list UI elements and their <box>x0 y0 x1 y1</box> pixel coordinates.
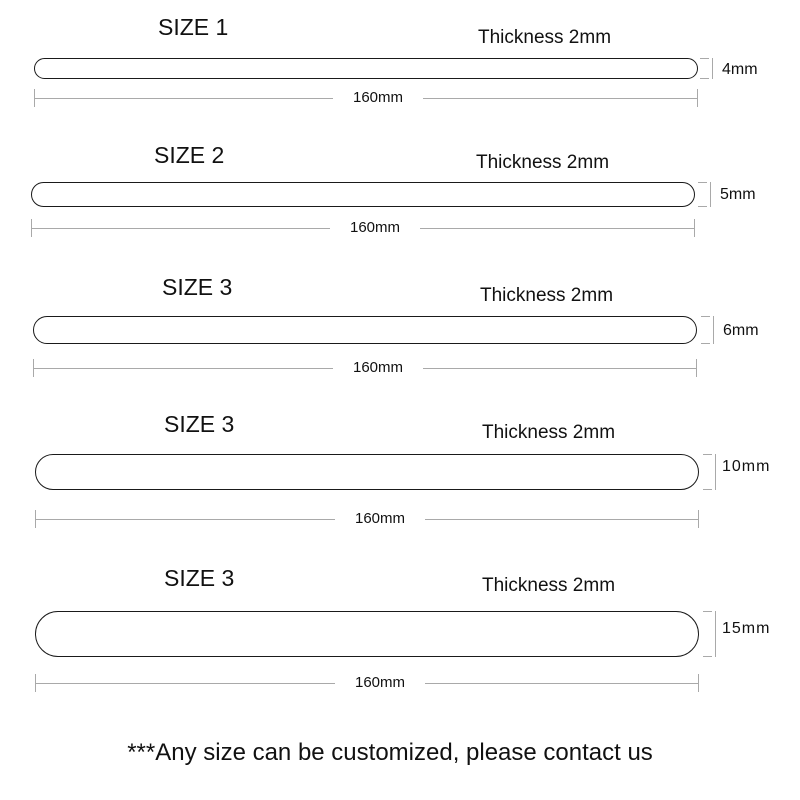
thickness-label: Thickness 2mm <box>480 285 614 306</box>
size-title: SIZE 3 <box>164 411 235 437</box>
size-title: SIZE 3 <box>162 274 233 300</box>
width-dimension-line <box>713 316 714 344</box>
width-tick-bottom <box>703 489 712 490</box>
strip-shape <box>35 454 699 490</box>
width-tick-top <box>703 454 712 455</box>
size-title: SIZE 1 <box>158 14 229 40</box>
width-label: 15mm <box>722 620 771 637</box>
width-label: 10mm <box>722 458 771 475</box>
width-tick-top <box>700 58 709 59</box>
width-tick-top <box>701 316 710 317</box>
width-tick-top <box>703 611 712 612</box>
strip-shape <box>31 182 695 207</box>
length-label: 160mm <box>335 674 425 691</box>
width-tick-top <box>698 182 707 183</box>
width-tick-bottom <box>700 78 709 79</box>
width-label: 5mm <box>720 186 756 203</box>
strip-shape <box>35 611 699 657</box>
size-title: SIZE 2 <box>154 142 225 168</box>
width-tick-bottom <box>703 656 712 657</box>
thickness-label: Thickness 2mm <box>476 152 610 173</box>
thickness-label: Thickness 2mm <box>478 27 612 48</box>
strip-shape <box>33 316 697 344</box>
thickness-label: Thickness 2mm <box>482 422 616 443</box>
width-dimension-line <box>710 182 711 207</box>
width-tick-bottom <box>701 343 710 344</box>
strip-shape <box>34 58 698 79</box>
length-label: 160mm <box>333 89 423 106</box>
length-label: 160mm <box>335 510 425 527</box>
width-label: 6mm <box>723 322 759 339</box>
width-dimension-line <box>715 454 716 490</box>
width-dimension-line <box>715 611 716 657</box>
width-label: 4mm <box>722 61 758 78</box>
length-label: 160mm <box>330 219 420 236</box>
size-title: SIZE 3 <box>164 565 235 591</box>
width-tick-bottom <box>698 206 707 207</box>
thickness-label: Thickness 2mm <box>482 575 616 596</box>
customization-note: ***Any size can be customized, please contact us <box>127 739 653 766</box>
length-label: 160mm <box>333 359 423 376</box>
width-dimension-line <box>712 58 713 79</box>
